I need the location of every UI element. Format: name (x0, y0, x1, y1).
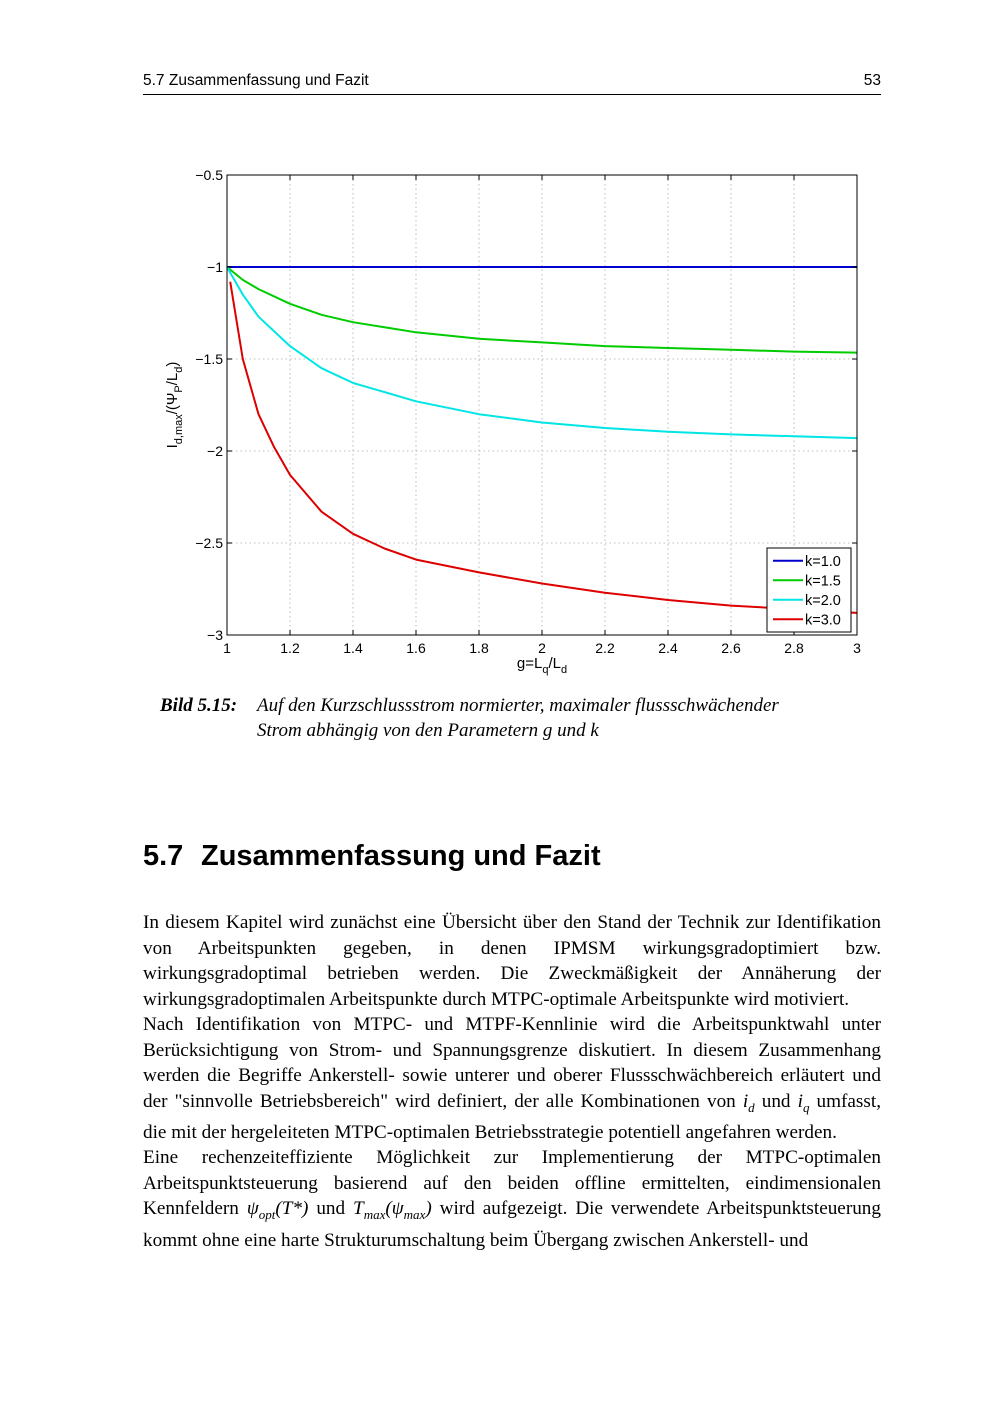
caption-line-2: Strom abhängig von den Parametern g und k (257, 720, 599, 741)
legend-label: k=1.5 (805, 573, 841, 590)
y-tick-label: −2.5 (195, 535, 223, 551)
caption-label: Bild 5.15: (160, 695, 238, 716)
legend (767, 548, 851, 632)
section-title: Zusammenfassung und Fazit (201, 840, 601, 872)
y-tick-label: −3 (207, 627, 223, 643)
x-axis-label: $g=L_q/L_d$ (516, 655, 568, 676)
x-tick-label: 1 (223, 640, 231, 656)
y-tick-label: −0.5 (195, 167, 223, 183)
x-tick-label: 3 (853, 640, 861, 656)
legend-label: k=1.0 (805, 553, 841, 570)
x-tick-label: 1.4 (343, 640, 363, 656)
math-psi-opt: $\psi_{opt}(T*)$ (246, 1198, 309, 1223)
running-header-title: 5.7 Zusammenfassung und Fazit (143, 72, 369, 89)
page-number: 53 (863, 72, 881, 89)
paragraph-1: In diesem Kapitel wird zunächst eine Übersicht über den Stand der Technik zur Identifikation von Arbeitspunkten gegeben, in denen IPMSM wirkungsgradoptimiert bzw. wirkungsgradoptimal betrieben werden. Die Zweckmäßigkeit der Annäherung der wirkungsgradoptimalen Arbeitspunkte durch MTPC-optimale Arbeitspunkte wird motiviert. (143, 912, 881, 1010)
body-text (143, 910, 881, 1253)
math-iq: $i_q$ (797, 1090, 810, 1115)
legend-label: k=2.0 (805, 592, 841, 609)
x-tick-label: 2.4 (658, 640, 678, 656)
x-tick-label: 1.6 (406, 640, 426, 656)
x-tick-label: 1.8 (469, 640, 489, 656)
paragraph-3: Eine rechenzeiteffiziente Möglichkeit zur Implementierung der MTPC-optimalen Arbeitspunktsteuerung basierend auf den beiden offline ermittelten, eindimensionalen Kennfeldern $\psi_{opt}(T*)$ und $T_{max}(\psi_{max})$ wird aufgezeigt. Die verwendete Arbeitspunktsteuerung kommt ohne eine harte Strukturumschaltung beim Übergang zwischen Ankerstell- und (143, 1147, 881, 1251)
math-id: $i_d$ (742, 1090, 755, 1115)
caption-text (257, 693, 857, 743)
x-tick-label: 2 (538, 640, 546, 656)
y-axis-label: $I_{d,max}/(\Psi_P/L_d)$ (164, 361, 185, 449)
section-heading (143, 840, 601, 873)
math-tmax: $T_{max}(\psi_{max})$ (353, 1198, 432, 1223)
x-tick-label: 2.2 (595, 640, 615, 656)
x-tick-label: 2.8 (784, 640, 804, 656)
x-tick-label: 2.6 (721, 640, 741, 656)
paragraph-2: Nach Identifikation von MTPC- und MTPF-Kennlinie wird die Arbeitspunktwahl unter Berücksichtigung von Strom- und Spannungsgrenze diskutiert. In diesem Zusammenhang werden die Begriffe Ankerstell- sowie unterer und oberer Flussschwächbereich erläutert und der "sinnvolle Betriebsbereich" wird definiert, der alle Kombinationen von $i_d$ und $i_q$ umfasst, die mit der hergeleiteten MTPC-optimalen Betriebsstrategie potentiell angefahren werden. (143, 1014, 881, 1143)
figure-chart (150, 160, 870, 680)
x-tick-label: 1.2 (280, 640, 300, 656)
caption-line-1: Auf den Kurzschlussstrom normierter, maximaler flussschwächender (257, 695, 779, 716)
legend-label: k=3.0 (805, 612, 841, 629)
y-tick-label: −1 (207, 259, 223, 275)
running-header (143, 70, 881, 95)
y-tick-label: −1.5 (195, 351, 223, 367)
y-tick-label: −2 (207, 443, 223, 459)
chart-svg (150, 160, 870, 680)
section-number: 5.7 (143, 840, 184, 872)
